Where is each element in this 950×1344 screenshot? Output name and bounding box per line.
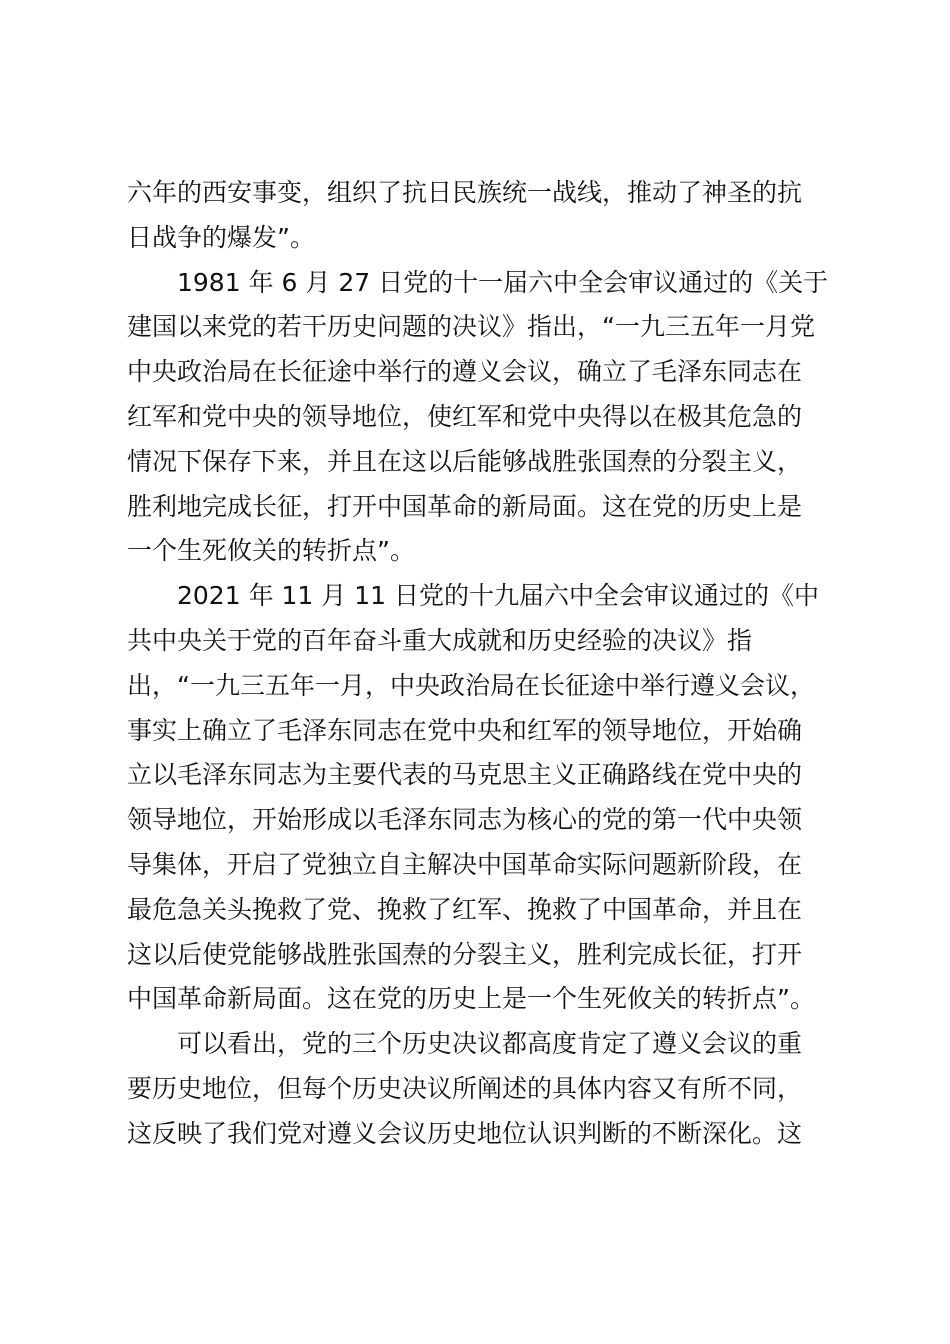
text-line: 这反映了我们党对遵义会议历史地位认识判断的不断深化。这 — [127, 1118, 803, 1148]
text-line: 这以后使党能够战胜张国焘的分裂主义，胜利完成长征，打开 — [127, 939, 803, 969]
paragraph-4 — [127, 1022, 832, 1156]
text-line: 一个生死攸关的转折点”。 — [127, 536, 415, 566]
text-line: 建国以来党的若干历史问题的决议》指出，“一九三五年一月党 — [127, 312, 815, 342]
text-line: 1981 年 6 月 27 日党的十一届六中全会审议通过的《关于 — [177, 267, 829, 297]
text-line: 导集体，开启了党独立自主解决中国革命实际问题新阶段，在 — [127, 849, 803, 879]
text-line: 胜利地完成长征，打开中国革命的新局面。这在党的历史上是 — [127, 491, 803, 521]
text-line: 立以毛泽东同志为主要代表的马克思主义正确路线在党中央的 — [127, 760, 803, 790]
text-line: 可以看出，党的三个历史决议都高度肯定了遵义会议的重 — [177, 1029, 803, 1059]
text-line: 共中央关于党的百年奋斗重大成就和历史经验的决议》指 — [127, 625, 753, 655]
paragraph-1 — [127, 171, 832, 261]
text-line: 最危急关头挽救了党、挽救了红军、挽救了中国革命，并且在 — [127, 894, 803, 924]
text-line: 红军和党中央的领导地位，使红军和党中央得以在极其危急的 — [127, 401, 803, 431]
text-line: 六年的西安事变，组织了抗日民族统一战线，推动了神圣的抗 — [127, 178, 803, 207]
text-line: 事实上确立了毛泽东同志在党中央和红军的领导地位，开始确 — [127, 715, 803, 745]
text-line: 中央政治局在长征途中举行的遵义会议，确立了毛泽东同志在 — [127, 357, 803, 387]
paragraph-3 — [127, 574, 832, 1022]
text-line: 情况下保存下来，并且在这以后能够战胜张国焘的分裂主义， — [127, 446, 803, 476]
text-line: 中国革命新局面。这在党的历史上是一个生死攸关的转折点”。 — [127, 984, 815, 1014]
document-body — [127, 171, 832, 1157]
text-line: 领导地位，开始形成以毛泽东同志为核心的党的第一代中央领 — [127, 805, 803, 835]
text-line: 要历史地位，但每个历史决议所阐述的具体内容又有所不同， — [127, 1073, 803, 1103]
text-line: 日战争的爆发”。 — [127, 222, 315, 252]
text-line: 出，“一九三五年一月，中央政治局在长征途中举行遵义会议， — [127, 670, 815, 700]
text-line: 2021 年 11 月 11 日党的十九届六中全会审议通过的《中 — [177, 581, 819, 611]
paragraph-2 — [127, 261, 832, 575]
